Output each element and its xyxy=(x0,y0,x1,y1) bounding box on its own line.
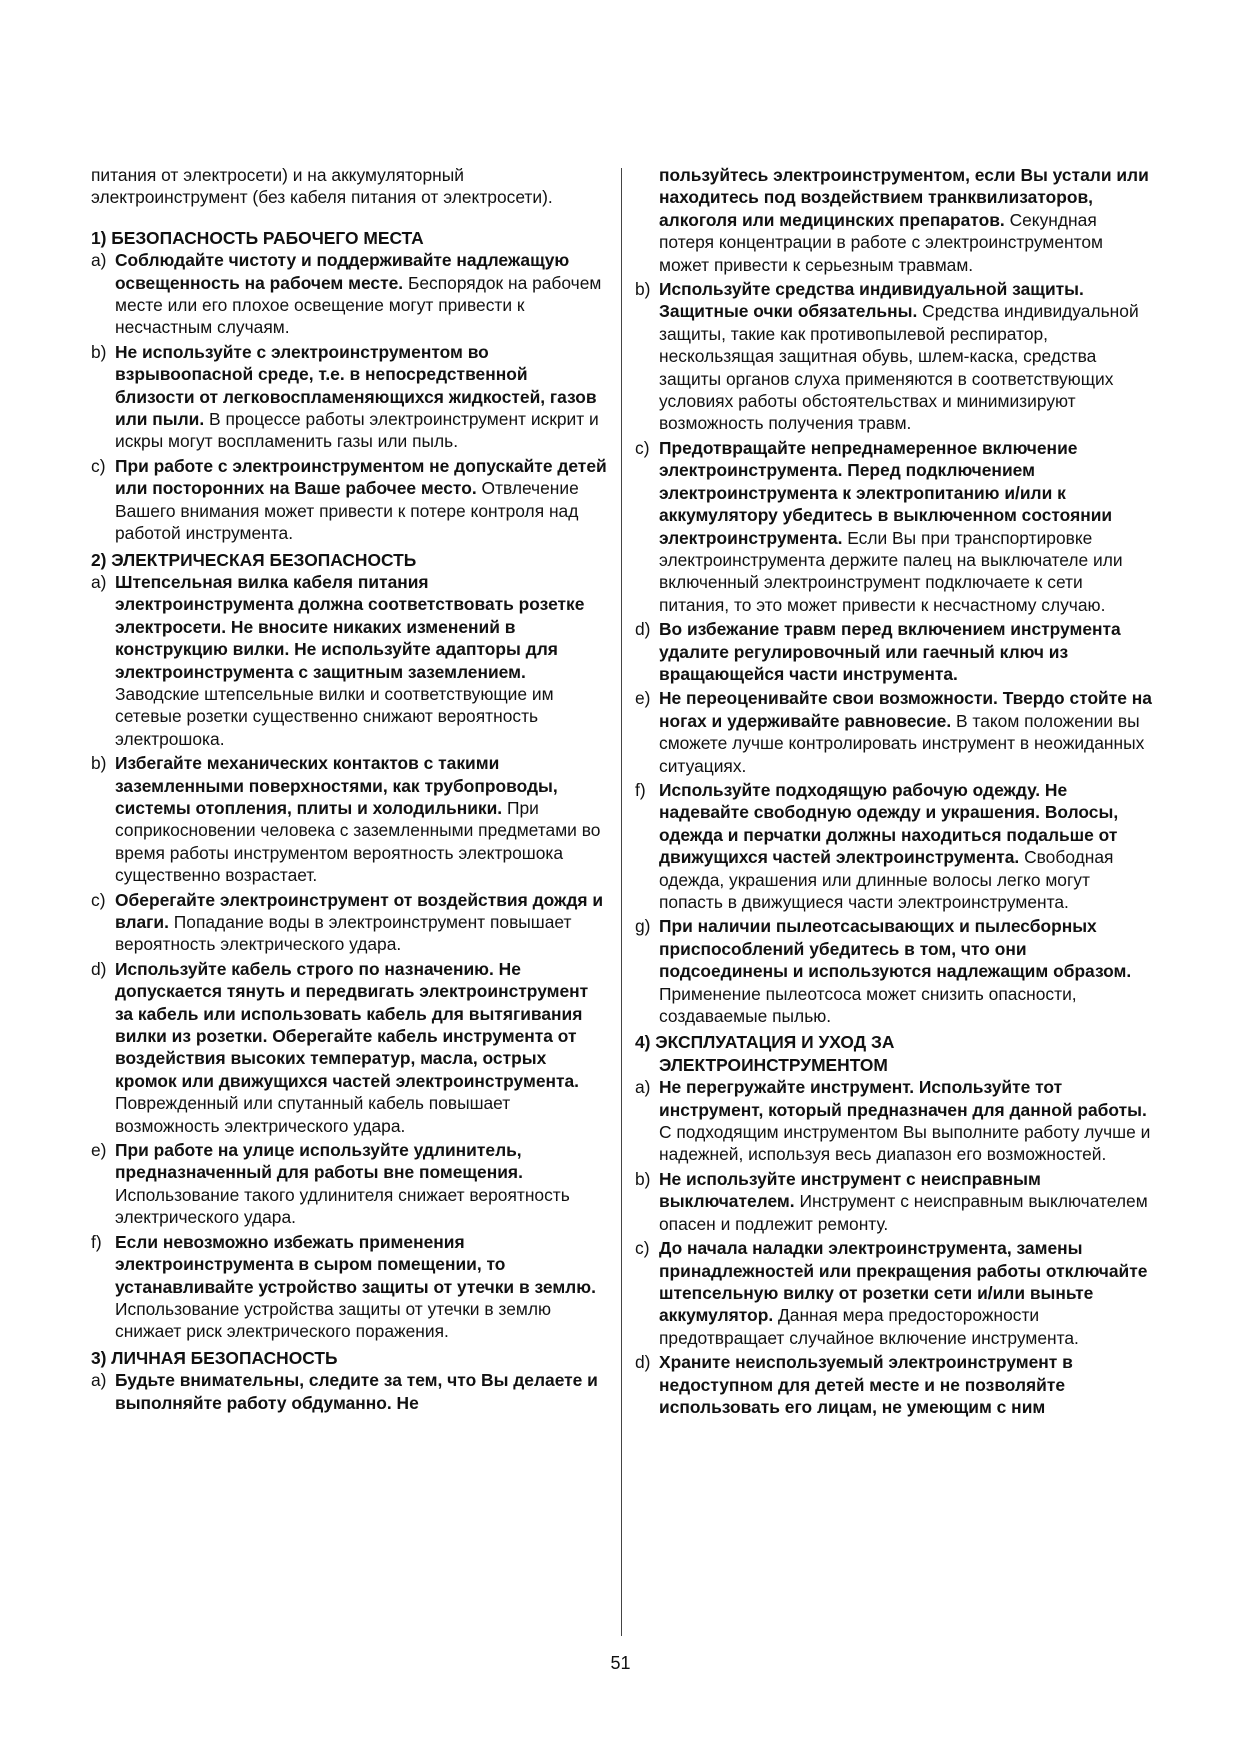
section-heading-4: 4) ЭКСПЛУАТАЦИЯ И УХОД ЗА ЭЛЕКТРОИНСТРУМЕНТОМ xyxy=(635,1032,895,1075)
page-number: 51 xyxy=(610,1653,631,1673)
list-item: c) При работе с электроинструментом не допускайте детей или посторонних на Ваше рабочее место. Отвлечение Вашего внимания может привести к потере контроля над работой инструмента. xyxy=(91,455,607,544)
list-item: e) При работе на улице используйте удлинитель, предназначенный для работы вне помещения. Использование такого удлинителя снижает вероятность электрического удара. xyxy=(91,1140,570,1228)
list-item: d) Используйте кабель строго по назначению. Не допускается тянуть и передвигать электроинструмент за кабель или использовать кабель для вытягивания вилки из розетки. Оберегайте кабель инструмента от воздействия высоких температур, масла, острых кромок или движущихся частей электроинструмента. Поврежденный или спутанный кабель повышает возможность электрического удара. xyxy=(91,958,589,1136)
section-heading-2: 2) ЭЛЕКТРИЧЕСКАЯ БЕЗОПАСНОСТЬ xyxy=(91,549,417,570)
left-column xyxy=(91,164,611,1416)
list-item: e) Не переоценивайте свои возможности. Твердо стойте на ногах и удерживайте равновесие. В таком положении вы сможете лучше контролировать инструмент в неожиданных ситуациях. xyxy=(635,688,1152,776)
list-item: f) Используйте подходящую рабочую одежду. Не надевайте свободную одежду и украшения. Волосы, одежда и перчатки должны находиться подальше от движущихся частей электроинструмента. Свободная одежда, украшения или длинные волосы легко могут попасть в движущиеся части электроинструмента. xyxy=(635,779,1119,912)
list-item: c) До начала наладки электроинструмента, замены принадлежностей или прекращения работы отключайте штепсельную вилку от розетки сети и/или выньте аккумулятор. Данная мера предосторожности предотвращает случайное включение инструмента. xyxy=(635,1238,1148,1348)
list-item: a) Будьте внимательны, следите за тем, что Вы делаете и выполняйте работу обдуманно. Не xyxy=(91,1370,598,1413)
list-item: a) Штепсельная вилка кабеля питания электроинструмента должна соответствовать розетке электросети. Не вносите никаких изменений в конструкцию вилки. Не используйте адапторы для электроинструмента с защитным заземлением. Заводские штепсельные вилки и соответствующие им сетевые розетки существенно снижают вероятность электрошока. xyxy=(91,571,585,749)
column-divider xyxy=(621,168,622,1636)
list-item: d) Во избежание травм перед включением инструмента удалите регулировочный или гаечный ключ из вращающейся части инструмента. xyxy=(635,619,1121,684)
intro-text: питания от электросети) и на аккумуляторный электроинструмент (без кабеля питания от электросети). xyxy=(91,165,553,208)
section-heading-1: 1) БЕЗОПАСНОСТЬ РАБОЧЕГО МЕСТА xyxy=(91,227,424,248)
list-item: d) Храните неиспользуемый электроинструмент в недоступном для детей месте и не позволяйте использовать его лицам, не умеющим с ним xyxy=(635,1352,1073,1417)
list-item: b) Используйте средства индивидуальной защиты. Защитные очки обязательны. Средства индивидуальной защиты, такие как противопылевой респиратор, нескользящая защитная обувь, шлем-каска, средства защиты органов слуха применяются в соответствующих условиях работы обстоятельствах и минимизируют возможность получения травм. xyxy=(635,279,1139,434)
continued-item-text: пользуйтесь электроинструментом, если Вы устали или находитесь под воздействием транквилизаторов, алкоголя или медицинских препаратов. Секундная потеря концентрации в работе с электроинструментом может привести к серьезным травмам. xyxy=(659,165,1149,275)
list-item: b) Не используйте с электроинструментом во взрывоопасной среде, т.е. в непосредственной близости от легковоспламеняющихся жидкостей, газов или пыли. В процессе работы электроинструмент искрит и искры могут воспламенить газы или пыль. xyxy=(91,341,599,452)
list-item: g) При наличии пылеотсасывающих и пылесборных приспособлений убедитесь в том, что они подсоединены и используются надлежащим образом. Применение пылеотсоса может снизить опасности, создаваемые пылью. xyxy=(635,916,1132,1027)
right-column xyxy=(635,164,1155,1420)
list-item: f) Если невозможно избежать применения электроинструмента в сыром помещении, то устанавливайте устройство защиты от утечки в землю. Использование устройства защиты от утечки в землю снижает риск электрического поражения. xyxy=(91,1231,596,1342)
list-item: c) Предотвращайте непреднамеренное включение электроинструмента. Перед подключением электроинструмента к электропитанию и/или к аккумулятору убедитесь в выключенном состоянии электроинструмента. Если Вы при транспортировке электроинструмента держите палец на выключателе или включенный электроинструмент подключаете к сети питания, то это может привести к несчастному случаю. xyxy=(635,437,1123,615)
list-item: a) Не перегружайте инструмент. Используйте тот инструмент, который предназначен для данной работы. С подходящим инструментом Вы выполните работу лучше и надежней, используя весь диапазон его возможностей. xyxy=(635,1077,1151,1165)
list-item: b) Избегайте механических контактов с такими заземленными поверхностями, как трубопроводы, системы отопления, плиты и холодильники. При соприкосновении человека с заземленными предметами во время работы инструментом вероятность электрошока существенно возрастает. xyxy=(91,753,601,886)
list-item: a) Соблюдайте чистоту и поддерживайте надлежащую освещенность на рабочем месте. Беспорядок на рабочем месте или его плохое освещение могут привести к несчастным случаям. xyxy=(91,250,602,338)
list-item: c) Оберегайте электроинструмент от воздействия дождя и влаги. Попадание воды в электроинструмент повышает вероятность электрического удара. xyxy=(91,889,604,955)
section-heading-3: 3) ЛИЧНАЯ БЕЗОПАСНОСТЬ xyxy=(91,1347,338,1368)
list-item: b) Не используйте инструмент с неисправным выключателем. Инструмент с неисправным выключателем опасен и подлежит ремонту. xyxy=(635,1168,1148,1234)
